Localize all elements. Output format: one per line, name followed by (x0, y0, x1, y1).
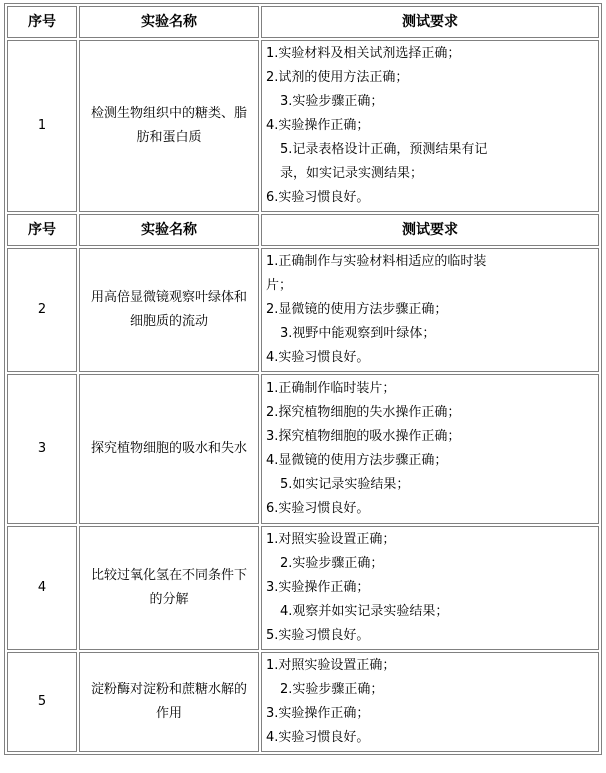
row-no: 5 (7, 652, 77, 752)
req-line: 1.对照实验设置正确； (266, 532, 396, 547)
req-line: 6.实验习惯良好。 (266, 190, 370, 205)
table-row (7, 40, 599, 212)
experiment-table (4, 3, 602, 755)
table-row (7, 374, 599, 524)
req-line: 录，如实记录实测结果； (280, 166, 424, 181)
req-line: 3.实验步骤正确； (280, 94, 384, 109)
row-no: 4 (7, 526, 77, 650)
req-line: 2.显微镜的使用方法步骤正确； (266, 302, 448, 317)
req-line: 4.实验习惯良好。 (266, 350, 370, 365)
header-name: 实验名称 (79, 214, 259, 246)
req-line: 4.实验习惯良好。 (266, 730, 370, 745)
req-line: 3.实验操作正确； (266, 580, 370, 595)
table-header-row (7, 6, 599, 38)
req-line: 2.实验步骤正确； (280, 682, 384, 697)
req-line: 片； (266, 278, 293, 293)
req-line: 3.探究植物细胞的吸水操作正确； (266, 429, 461, 444)
table-header-row (7, 214, 599, 246)
req-line: 3.视野中能观察到叶绿体； (280, 326, 436, 341)
header-no: 序号 (7, 6, 77, 38)
table-row (7, 526, 599, 650)
req-line: 5.如实记录实验结果； (280, 477, 410, 492)
row-no: 2 (7, 248, 77, 372)
row-name: 探究植物细胞的吸水和失水 (79, 374, 259, 524)
req-line: 4.显微镜的使用方法步骤正确； (266, 453, 448, 468)
row-name: 淀粉酶对淀粉和蔗糖水解的作用 (79, 652, 259, 752)
req-line: 1.实验材料及相关试剂选择正确； (266, 46, 461, 61)
req-line: 2.探究植物细胞的失水操作正确； (266, 405, 461, 420)
row-name: 比较过氧化氢在不同条件下的分解 (79, 526, 259, 650)
row-name: 检测生物组织中的糖类、脂肪和蛋白质 (79, 40, 259, 212)
row-name: 用高倍显微镜观察叶绿体和细胞质的流动 (79, 248, 259, 372)
header-name: 实验名称 (79, 6, 259, 38)
req-line: 4.实验操作正确； (266, 118, 370, 133)
row-no: 3 (7, 374, 77, 524)
req-line: 2.实验步骤正确； (280, 556, 384, 571)
row-no: 1 (7, 40, 77, 212)
req-line: 6.实验习惯良好。 (266, 501, 370, 516)
req-line: 1.对照实验设置正确； (266, 658, 396, 673)
row-reqs (261, 40, 599, 212)
req-line: 3.实验操作正确； (266, 706, 370, 721)
row-reqs (261, 652, 599, 752)
req-line: 4.观察并如实记录实验结果； (280, 604, 449, 619)
header-no: 序号 (7, 214, 77, 246)
req-line: 5.实验习惯良好。 (266, 628, 370, 643)
table-row (7, 652, 599, 752)
req-line: 1.正确制作与实验材料相适应的临时装 (266, 254, 487, 269)
header-req: 测试要求 (261, 6, 599, 38)
req-line: 1.正确制作临时装片； (266, 381, 396, 396)
req-line: 5.记录表格设计正确，预测结果有记 (280, 142, 488, 157)
header-req: 测试要求 (261, 214, 599, 246)
row-reqs (261, 374, 599, 524)
row-reqs (261, 248, 599, 372)
req-line: 2.试剂的使用方法正确； (266, 70, 409, 85)
table-row (7, 248, 599, 372)
row-reqs (261, 526, 599, 650)
